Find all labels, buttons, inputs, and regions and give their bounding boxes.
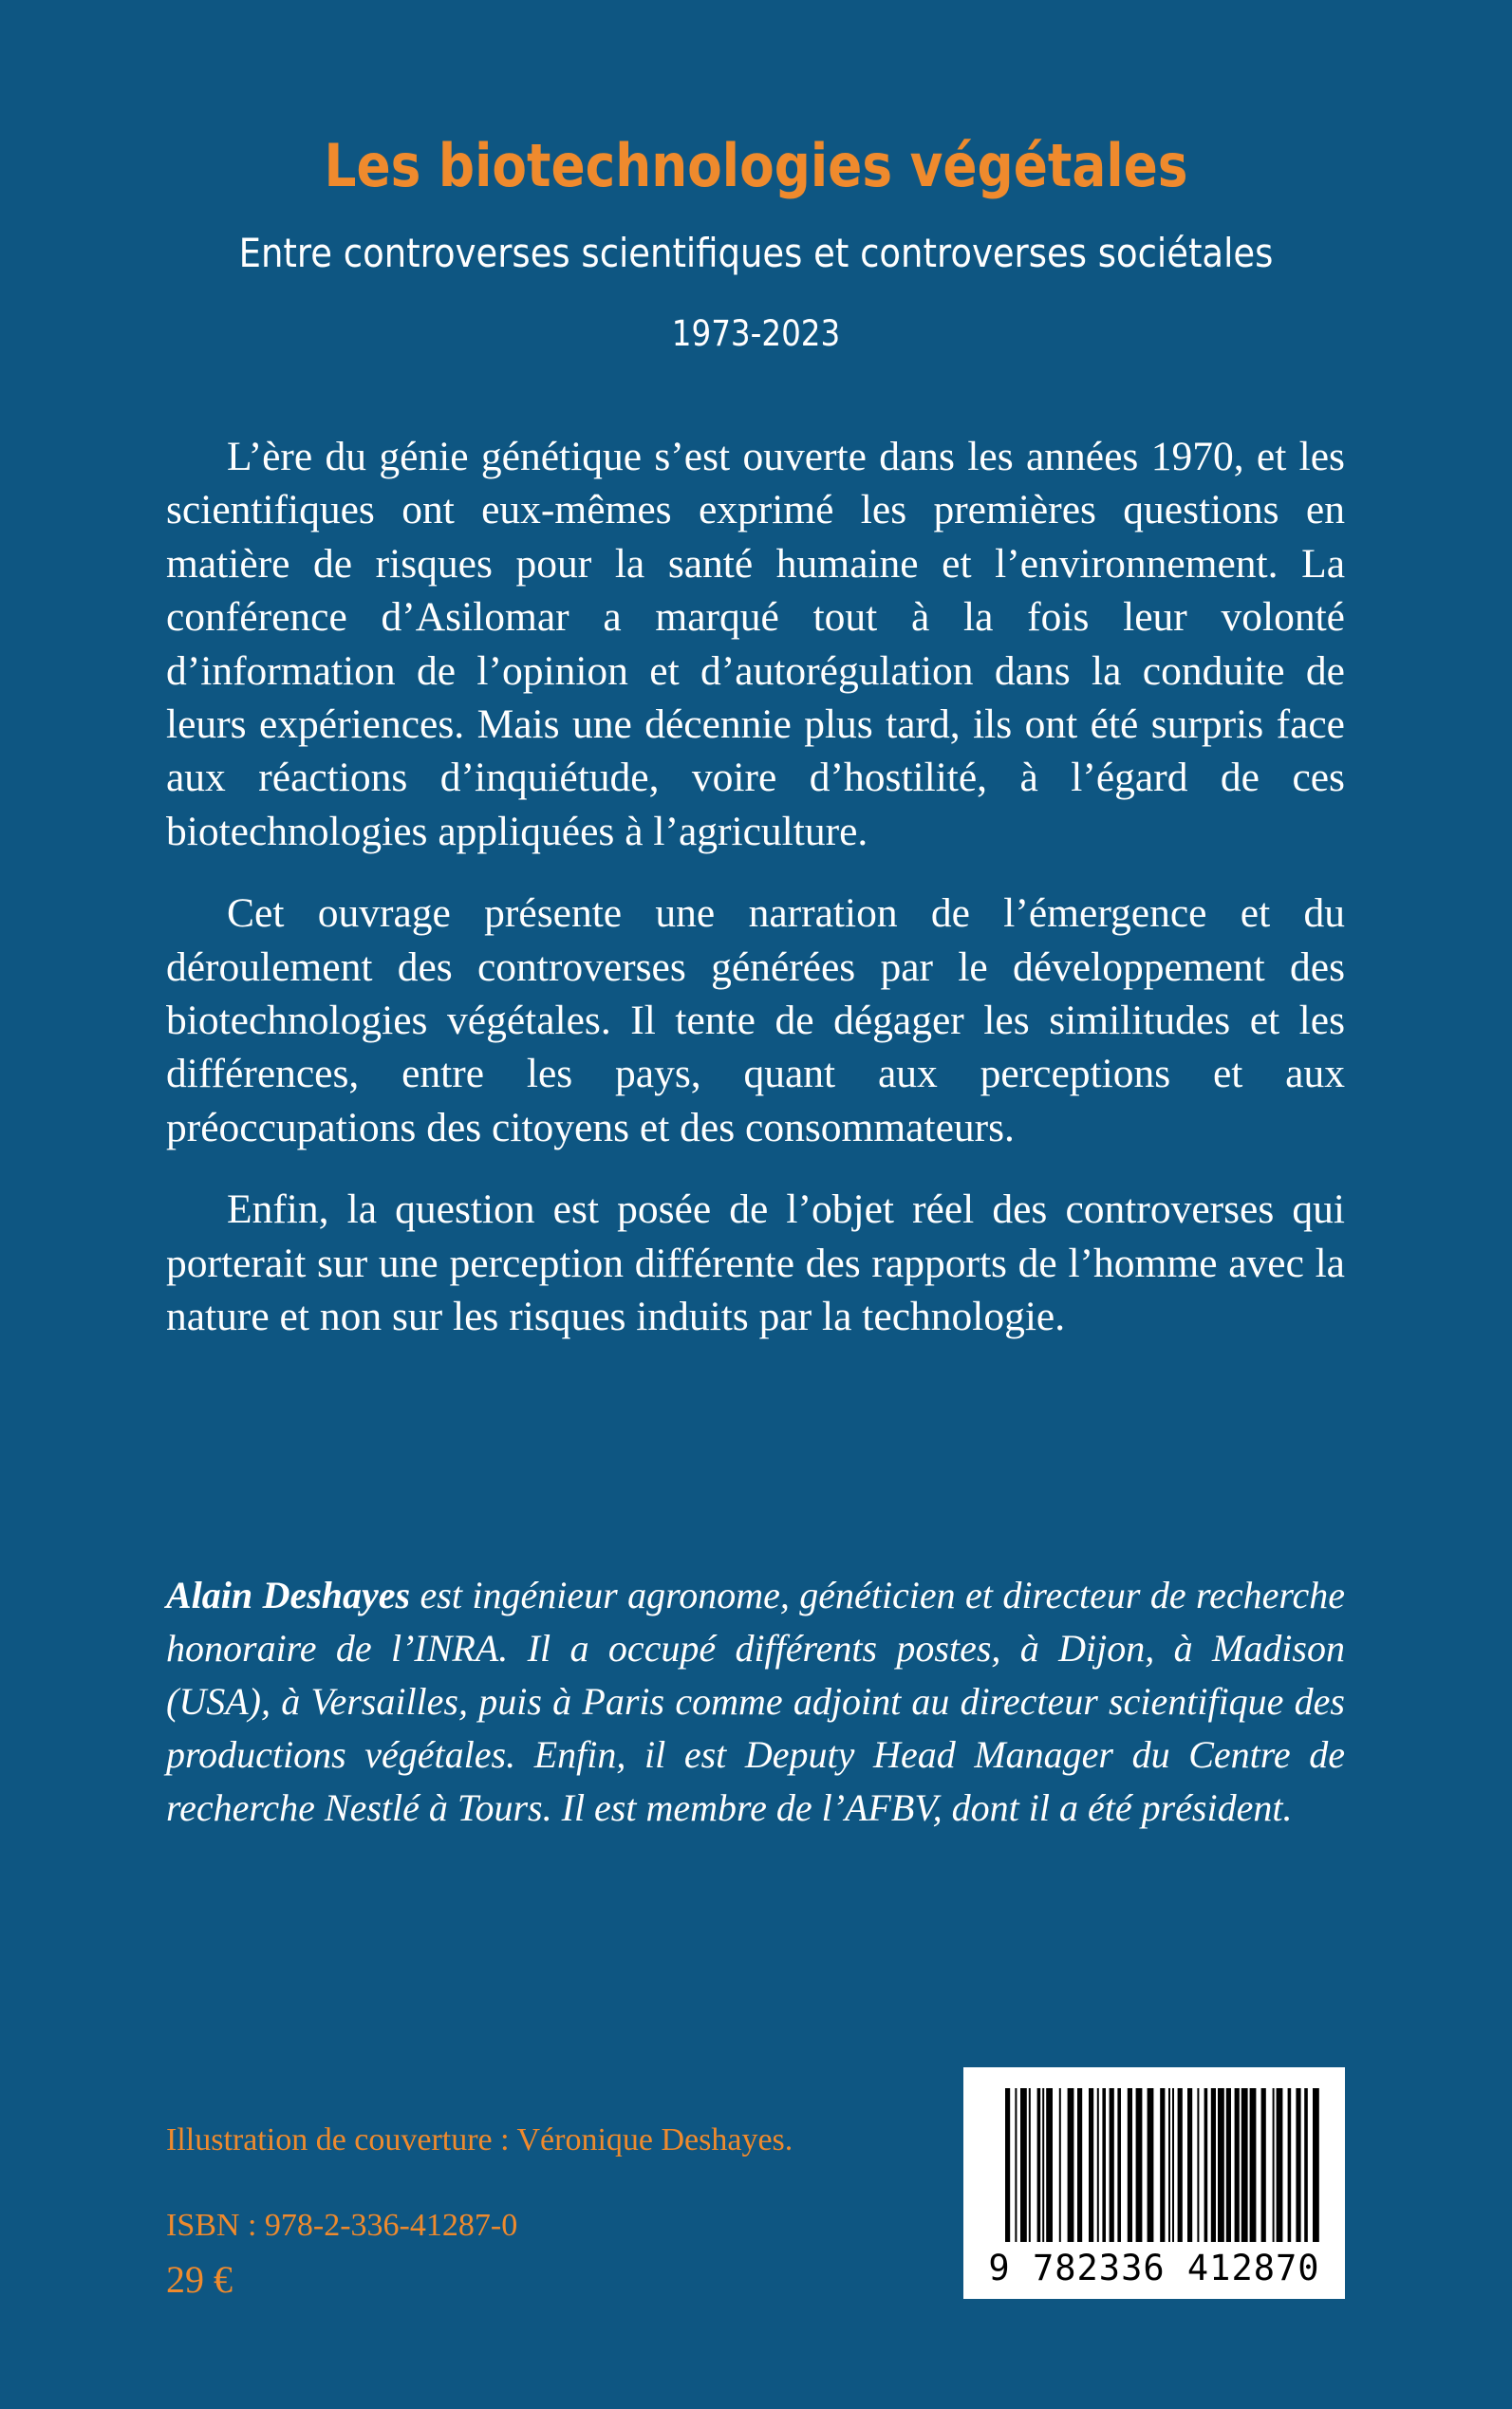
barcode-bar (1168, 2088, 1170, 2242)
barcode-bar (1015, 2088, 1017, 2242)
barcode-bar (1020, 2088, 1027, 2242)
barcode (963, 2067, 1345, 2299)
barcode-bar (1211, 2088, 1216, 2242)
isbn-text: ISBN : 978-2-336-41287-0 (166, 2208, 518, 2243)
barcode-bar (1037, 2088, 1041, 2242)
barcode-bar (1059, 2088, 1061, 2242)
barcode-bar (1313, 2088, 1319, 2242)
barcode-bar (1226, 2088, 1231, 2242)
barcode-bar (1148, 2088, 1154, 2242)
book-subtitle: Entre controverses scientifiques et controverses sociétales (238, 230, 1274, 276)
summary-paragraph-3: Enfin, la question est posée de l’objet réel des controverses qui porterait sur une perception différente des rapports de l’homme avec la nature et non sur les risques induits par la technologie. (166, 1186, 1345, 1340)
author-bio: est ingénieur agronome, généticien et directeur de recherche honoraire de l’INRA. Il a occupé différents postes, à Dijon, à Madison (USA), à Versailles, puis à Paris comme adjoint au directeur scientifique des productions végétales. Enfin, il est Deputy Head Manager du Centre de recherche Nestlé à Tours. Il est membre de l’AFBV, dont il a été président. (166, 1574, 1345, 1829)
barcode-bar (1005, 2088, 1010, 2242)
barcode-bar (1117, 2088, 1121, 2242)
barcode-bar (1304, 2088, 1308, 2242)
summary-paragraph-2: Cet ouvrage présente une narration de l’émergence et du déroulement des controverses générées par le développement des biotechnologies végétales. Il tente de dégager les similitudes et les différences, entre les pays, quant aux perceptions et aux préoccupations des citoyens et des consommateurs. (166, 890, 1345, 1150)
barcode-bar (1261, 2088, 1266, 2242)
barcode-bar (1178, 2088, 1183, 2242)
barcode-bar (1136, 2088, 1143, 2242)
barcode-bar (1172, 2088, 1174, 2242)
barcode-bar (1250, 2088, 1257, 2242)
barcode-digits: 9 782336 412870 (988, 2248, 1320, 2288)
barcode-bar (1097, 2088, 1099, 2242)
barcode-bar (1160, 2088, 1165, 2242)
barcode-bar (1077, 2088, 1082, 2242)
barcode-bar (1277, 2088, 1283, 2242)
barcode-bar (1273, 2088, 1275, 2242)
barcode-bar (1089, 2088, 1093, 2242)
barcode-bar (1288, 2088, 1292, 2242)
barcode-bar (1029, 2088, 1031, 2242)
barcode-bar (1204, 2088, 1208, 2242)
barcode-bar (1197, 2088, 1199, 2242)
summary-text (166, 430, 1345, 1373)
barcode-bar (1046, 2088, 1053, 2242)
price-text: 29 € (166, 2258, 233, 2301)
barcode-bar (1068, 2088, 1074, 2242)
barcode-bar (1241, 2088, 1248, 2242)
author-bio-block (166, 1569, 1345, 1835)
barcode-bar (1187, 2088, 1192, 2242)
barcode-bar (1042, 2088, 1044, 2242)
book-title: Les biotechnologies végétales (324, 131, 1188, 200)
author-name: Alain Deshayes (166, 1574, 411, 1616)
barcode-bar (1235, 2088, 1240, 2242)
barcode-bar (1128, 2088, 1132, 2242)
summary-paragraph-1: L’ère du génie génétique s’est ouverte dans les années 1970, et les scientifiques ont eux-mêmes exprimé les premières questions en matière de risques pour la santé humaine et l’environnement. La conférence d’Asilomar a marqué tout à la fois leur volonté d’information de l’opinion et d’autorégulation dans la conduite de leurs expériences. Mais une décennie plus tard, ils ont été surpris face aux réactions d’inquiétude, voire d’hostilité, à l’égard de ces biotechnologies appliquées à l’agriculture. (166, 434, 1345, 854)
barcode-bar (1110, 2088, 1114, 2242)
barcode-bar (1218, 2088, 1224, 2242)
illustration-credit: Illustration de couverture : Véronique Deshayes. (166, 2122, 793, 2157)
book-years: 1973-2023 (671, 313, 841, 354)
barcode-bar (1296, 2088, 1300, 2242)
barcode-bar (1102, 2088, 1106, 2242)
